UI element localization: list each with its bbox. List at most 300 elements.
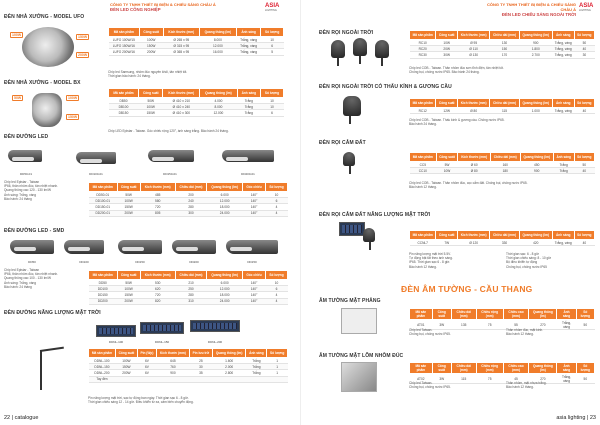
column-header: Công suất: [436, 99, 458, 108]
left-footer: 22 | catalogue: [4, 415, 39, 421]
column-header: Số lượng: [576, 363, 594, 374]
street-smd-image: [64, 240, 104, 254]
table-cell: [246, 376, 267, 382]
company-name: CÔNG TY TNHH THIẾT BỊ ĐIỆN & CHIẾU SÁNG CHÂU Á: [486, 2, 576, 12]
section-title-solar: ĐÈN ĐƯỜNG NĂNG LƯỢNG MẶT TRỜI: [4, 310, 101, 316]
column-header: Công suất: [436, 231, 458, 240]
table-cell: 310: [175, 298, 207, 304]
column-header: Quang thông (lm): [529, 309, 557, 320]
table-cell: 1.000: [519, 108, 552, 114]
column-header: Quang thông (lm): [199, 28, 236, 37]
table-cell: 50: [574, 162, 594, 168]
table-cell: 100W: [117, 286, 140, 292]
table-cell: DD50: [89, 280, 118, 286]
table-cell: 6: [266, 198, 288, 204]
table-cell: 40: [574, 168, 594, 174]
wall-recessed-light-image: [341, 362, 377, 392]
wall-flat-spec-table: [409, 308, 595, 330]
table-cell: 900: [520, 168, 553, 174]
table-cell: Trắng, vàng: [236, 49, 260, 55]
section-title-wall-flat: ÂM TƯỜNG MẶT PHẲNG: [319, 298, 381, 304]
column-header: Mã sản phẩm: [109, 89, 139, 98]
column-header: Mã sản phẩm: [410, 363, 433, 374]
table-cell: [267, 376, 288, 382]
column-header: Mã sản phẩm: [89, 349, 116, 358]
table-cell: 18.000: [207, 292, 243, 298]
table-cell: 5: [261, 49, 284, 55]
column-header: Chiều dài (mm): [175, 271, 207, 280]
table-cell: 620: [140, 286, 175, 292]
table-cell: Ø 80: [458, 108, 490, 114]
table-cell: Trắng: [553, 162, 574, 168]
table-cell: DD100: [89, 286, 118, 292]
table-cell: 2.700: [519, 52, 552, 58]
asia-logo: [265, 3, 279, 12]
table-cell: 50: [576, 320, 594, 330]
table-header-row: [410, 99, 595, 108]
table-cell: 25: [189, 358, 212, 364]
column-header: Kích thước (mm): [140, 183, 175, 192]
table-cell: 7W: [436, 240, 458, 246]
table-cell: 12.000: [207, 198, 243, 204]
column-header: Quang thông (lm): [207, 271, 243, 280]
table-cell: 140°: [243, 192, 266, 198]
table-cell: Ø 120: [458, 240, 490, 246]
table-cell: Trắng: [246, 370, 267, 376]
street-caption: DD50-01: [19, 172, 32, 176]
column-header: Góc chiếu: [243, 271, 266, 280]
street-smd-caption: DD200: [189, 260, 199, 264]
ground-note: Chip led COB - Taiwan. Thân nhôm đúc, cọc cắm đất. Chống bụi, chống nước IP65. Bảo hành 12 tháng.: [409, 181, 528, 190]
highbay-lamp-image: [32, 93, 62, 127]
table-cell: 300: [175, 210, 207, 216]
table-cell: DDNL-100: [89, 358, 116, 364]
table-cell: 3W: [432, 320, 451, 330]
table-cell: 270: [529, 320, 557, 330]
table-cell: 100W: [139, 37, 163, 43]
column-header: Mã sản phẩm: [410, 231, 436, 240]
ground-spec-table: [409, 152, 595, 174]
column-header: Quang thông (lm): [520, 153, 553, 162]
table-cell: 140°: [243, 210, 266, 216]
table-cell: Trắng, vàng: [552, 108, 574, 114]
solar-spike-lamp-image: [363, 228, 375, 242]
table-cell: 2.800: [212, 370, 246, 376]
column-header: Số lượng: [260, 89, 283, 98]
ufo-note: Chip led Samsung, nhôm đúc nguyên khối, tản nhiệt tốt. Thời gian bảo hành: 24 tháng.: [108, 70, 188, 79]
table-cell: 24.000: [207, 298, 243, 304]
column-header: Mã sản phẩm: [89, 183, 118, 192]
street-lamp-image: [148, 150, 194, 162]
pole-image: [40, 350, 42, 390]
column-header: Chiều dài (mm): [175, 183, 207, 192]
column-header: Kích thước (mm): [458, 99, 490, 108]
column-header: Ánh sáng: [236, 28, 260, 37]
table-cell: 50: [576, 374, 594, 384]
table-cell: 50W: [138, 98, 163, 104]
table-cell: Trắng, vàng: [557, 374, 576, 384]
table-cell: 820: [140, 298, 175, 304]
street-smd-caption: DD50: [28, 260, 36, 264]
table-cell: 160: [490, 162, 520, 168]
asia-logo: [579, 3, 593, 12]
bx-spec-table: [108, 88, 284, 117]
table-cell: Ø 80: [458, 168, 491, 174]
table-cell: DD150: [89, 292, 118, 298]
table-cell: 6V: [137, 358, 156, 364]
table-cell: 100W: [138, 104, 163, 110]
section-title-solar-spike: ĐÈN RỌI CẮM ĐẤT NĂNG LƯỢNG MẶT TRỜI: [319, 212, 431, 218]
table-cell: 900: [519, 40, 552, 46]
column-header: Công suất: [432, 309, 451, 320]
street-smd-spec-table: [88, 270, 288, 305]
table-cell: 50W: [117, 192, 140, 198]
table-cell: 130: [490, 40, 519, 46]
table-header-row: [410, 153, 595, 162]
page-number: 22: [4, 415, 11, 421]
table-header-row: [89, 183, 288, 192]
section-title-bx: ĐÈN NHÀ XƯỞNG - MODEL BX: [4, 80, 81, 86]
table-cell: 900: [157, 370, 190, 376]
section-title-wall-recessed: ÂM TƯỜNG MẶT LÕM NHÔM ĐÚC: [319, 353, 404, 359]
table-cell: [137, 376, 156, 382]
wall-flat-note-2: Thân nhôm đúc, mặt kính. Bảo hành 12 tháng.: [506, 328, 544, 337]
table-cell: 50W: [117, 280, 140, 286]
right-header: [476, 2, 576, 17]
table-cell: 8.000: [200, 104, 238, 110]
table-cell: DB100: [109, 104, 139, 110]
table-cell: RC10: [410, 40, 436, 46]
table-cell: 8.000: [199, 37, 236, 43]
section-title-street: ĐÈN ĐƯỜNG LED: [4, 134, 49, 140]
floodlight-note: Chip led COB - Taiwan. Thân nhôm đúc sơn tĩnh điện, tản nhiệt tốt. Chống bụi, chống nước IP65. Bảo hành 24 tháng.: [409, 66, 504, 75]
table-cell: 3W: [432, 374, 451, 384]
table-cell: 10W: [436, 40, 458, 46]
table-cell: 35: [189, 370, 212, 376]
solar-note: Pin năng lượng mặt trời, sạc tự động ban ngày. Thời gian sạc 6 - 8 giờ. Thời gian chiếu sáng 12 - 14 giờ. Điều khiển từ xa, cảm biến chuyển động.: [88, 396, 194, 405]
column-header: Mã sản phẩm: [410, 153, 437, 162]
table-cell: 10: [261, 37, 284, 43]
solar-spec-table: [88, 348, 288, 383]
column-header: Chiều cao (mm): [503, 309, 529, 320]
ufo-lamp-image: [22, 27, 74, 67]
table-header-row: [410, 31, 595, 40]
table-cell: 200: [175, 192, 207, 198]
column-header: Ánh sáng: [552, 231, 574, 240]
table-cell: 180: [490, 168, 520, 174]
table-cell: 150: [490, 46, 519, 52]
solar-lamp-image: [140, 322, 184, 334]
table-cell: 30: [574, 52, 594, 58]
table-row: [89, 298, 288, 304]
table-cell: 140°: [243, 280, 266, 286]
column-header: Kích thước (mm): [458, 231, 490, 240]
street-smd-image: [226, 240, 278, 254]
column-header: Chiều dài (mm): [490, 231, 519, 240]
table-header-row: [89, 271, 288, 280]
table-cell: 760: [157, 364, 190, 370]
table-cell: Trắng, vàng: [552, 40, 574, 46]
table-cell: Ø 110: [458, 46, 490, 52]
table-cell: 50: [574, 40, 594, 46]
column-header: Công suất: [115, 349, 137, 358]
column-header: Mã sản phẩm: [410, 99, 436, 108]
column-header: Công suất: [138, 89, 163, 98]
table-cell: 4: [266, 210, 288, 216]
table-cell: 6: [260, 110, 283, 116]
column-header: Số lượng: [266, 271, 288, 280]
table-cell: DD50-01: [89, 192, 118, 198]
table-cell: 45: [503, 374, 529, 384]
table-cell: 1: [267, 358, 288, 364]
street-smd-note: Chip led Epistar - Taiwan IP66, thân nhôm đúc, tản nhiệt nhanh. Quang thông cao 100 - 130 lm/W Ánh sáng: Trắng, vàng Bảo hành: 24 tháng: [4, 268, 59, 289]
table-cell: 1.800: [519, 46, 552, 52]
table-cell: 40: [574, 46, 594, 52]
table-cell: 150W: [117, 204, 140, 210]
footer-text: catalogue: [14, 415, 39, 421]
column-header: Công suất: [117, 183, 140, 192]
column-header: Công suất: [432, 363, 451, 374]
table-cell: 10: [260, 104, 283, 110]
column-header: Ánh sáng: [557, 363, 576, 374]
street-caption: DD150-01: [163, 172, 177, 176]
table-header-row: [89, 349, 288, 358]
table-cell: 150W: [139, 43, 163, 49]
table-cell: 6.000: [207, 280, 243, 286]
left-header: [110, 2, 250, 12]
table-cell: Trắng, vàng: [236, 43, 260, 49]
solar-caption: DDNL-200: [207, 340, 223, 344]
table-cell: 240: [175, 198, 207, 204]
table-row: [410, 240, 595, 246]
table-cell: CC5: [410, 162, 437, 168]
column-header: Chiều cao (mm): [503, 363, 529, 374]
table-cell: Trắng: [237, 98, 260, 104]
table-cell: CC10: [410, 168, 437, 174]
table-cell: 485: [140, 192, 175, 198]
table-cell: DD150-01: [89, 204, 118, 210]
table-cell: 200W: [115, 370, 137, 376]
table-cell: 200W: [139, 49, 163, 55]
section-title-floodlight: ĐÈN RỌI NGOÀI TRỜI: [319, 30, 374, 36]
table-cell: Trắng: [246, 364, 267, 370]
table-header-row: [410, 231, 595, 240]
floodlight-image: [375, 40, 389, 58]
table-cell: Ø 410 x 210: [163, 98, 200, 104]
section-title-street-smd: ĐÈN ĐƯỜNG LED - SMD: [4, 228, 65, 234]
column-header: Kích thước (mm): [157, 349, 190, 358]
table-cell: 6: [266, 286, 288, 292]
table-cell: 280: [175, 292, 207, 298]
table-cell: 140°: [243, 198, 266, 204]
table-cell: 5W: [436, 162, 458, 168]
table-cell: 645: [157, 358, 190, 364]
table-cell: 250: [175, 286, 207, 292]
table-cell: [115, 376, 137, 382]
table-cell: LUFO 150W/16: [109, 43, 140, 49]
column-header: Chiều dài (mm): [451, 309, 476, 320]
floodlight-image: [331, 40, 345, 58]
solar-spike-panel-image: [339, 222, 365, 236]
wall-flat-light-image: [341, 308, 377, 334]
table-cell: 420: [519, 240, 552, 246]
street-smd-image: [172, 240, 216, 254]
table-cell: RC30: [410, 52, 436, 58]
table-cell: Trắng, vàng: [552, 52, 574, 58]
table-cell: 115: [451, 374, 476, 384]
street-smd-caption: DD100: [79, 260, 89, 264]
column-header: Kích thước (mm): [140, 271, 175, 280]
bx-badge: 150W: [68, 115, 78, 119]
table-cell: 40: [574, 240, 594, 246]
table-cell: 75: [476, 320, 503, 330]
table-cell: 150W: [115, 364, 137, 370]
table-cell: 40: [574, 108, 594, 114]
table-cell: 10W: [436, 168, 458, 174]
table-cell: Trắng, vàng: [236, 37, 260, 43]
column-header: Công suất: [436, 31, 458, 40]
table-cell: 530: [140, 280, 175, 286]
table-cell: AT02: [410, 374, 433, 384]
solar-lamp-image: [96, 325, 136, 337]
column-header: Số lượng: [261, 28, 284, 37]
table-cell: 4: [266, 292, 288, 298]
table-cell: [212, 376, 246, 382]
table-header-row: [109, 28, 284, 37]
column-header: Ánh sáng: [553, 153, 574, 162]
street-spec-table: [88, 182, 288, 217]
table-cell: 2.000: [212, 364, 246, 370]
ufo-badge: 150W: [78, 35, 88, 39]
table-cell: 10: [266, 192, 288, 198]
company-name: CÔNG TY TNHH THIẾT BỊ ĐIỆN & CHIẾU SÁNG CHÂU Á: [110, 2, 216, 7]
wall-recessed-note: Chip led Taiwan. Chống bụi, chống nước IP65.: [409, 381, 451, 390]
table-cell: 1: [267, 364, 288, 370]
table-cell: [189, 376, 212, 382]
table-cell: Ø 410 x 300: [163, 110, 200, 116]
column-header: Chiều dài (mm): [490, 99, 519, 108]
table-cell: Tay đèn: [89, 376, 116, 382]
solar-spike-note: Pin năng lượng mặt trời 5.5V. Tự động bật tắt theo ánh sáng. IP65. Thời gian sạc 6 - 8 giờ. Bảo hành 12 tháng.: [409, 252, 453, 269]
table-cell: 4: [266, 298, 288, 304]
table-cell: RC12: [410, 108, 436, 114]
table-cell: 150W: [117, 292, 140, 298]
column-header: Chiều rộng (mm): [476, 363, 503, 374]
table-cell: 150W: [138, 110, 163, 116]
column-header: Kích thước (mm): [163, 28, 199, 37]
table-cell: 10: [260, 98, 283, 104]
table-cell: 30W: [436, 52, 458, 58]
street-lamp-image: [222, 150, 274, 162]
table-cell: Ø 315 x 95: [163, 43, 199, 49]
column-header: Số lượng: [267, 349, 288, 358]
pole-arm-image: [40, 347, 64, 352]
column-header: Quang thông (lm): [207, 183, 243, 192]
column-header: Số lượng: [266, 183, 288, 192]
column-header: Công suất: [117, 271, 140, 280]
table-cell: 330: [490, 240, 519, 246]
table-cell: 18.000: [207, 204, 243, 210]
table-cell: 16.000: [199, 49, 236, 55]
table-cell: Trắng: [237, 104, 260, 110]
solar-caption: DDNL-100: [108, 340, 124, 344]
street-smd-caption: DD150: [247, 260, 257, 264]
column-header: Pin (Wp): [137, 349, 156, 358]
column-header: Công suất: [139, 28, 163, 37]
ufo-badge: 200W: [78, 53, 88, 57]
ufo-badge: 100W: [12, 33, 22, 37]
table-cell: 6V: [137, 364, 156, 370]
column-header: Quang thông (lm): [519, 99, 552, 108]
table-cell: AT01: [410, 320, 433, 330]
footer-text: asia lighting: [556, 415, 586, 421]
column-header: Chiều dài (mm): [490, 153, 520, 162]
column-header: Ánh sáng: [237, 89, 260, 98]
column-header: Ánh sáng: [557, 309, 576, 320]
table-cell: DDNL-200: [89, 370, 116, 376]
column-header: Ánh sáng: [552, 31, 574, 40]
section-title-ground: ĐÈN RỌI CẮM ĐẤT: [319, 140, 366, 146]
table-header-row: [410, 309, 595, 320]
column-header: Kích thước (mm): [163, 89, 200, 98]
column-header: Chiều rộng (mm): [476, 309, 503, 320]
table-cell: LUFO 200W/16: [109, 49, 140, 55]
table-cell: Trắng, vàng: [552, 240, 574, 246]
column-header: Kích thước (mm): [458, 153, 491, 162]
table-header-row: [410, 363, 595, 374]
table-cell: Trắng, vàng: [557, 320, 576, 330]
column-header: Quang thông (lm): [519, 31, 552, 40]
table-cell: Ø 410 x 240: [163, 104, 200, 110]
column-header: Số lượng: [576, 309, 594, 320]
table-cell: 115: [490, 108, 519, 114]
column-header: Số lượng: [574, 231, 594, 240]
table-cell: 6: [261, 43, 284, 49]
header-subtitle: ĐÈN LED CÔNG NGHIỆP: [110, 7, 161, 12]
table-cell: Ø 365 x 95: [163, 49, 199, 55]
section-title-ufo: ĐÈN NHÀ XƯỞNG - MODEL UFO: [4, 14, 85, 20]
column-header: Ánh sáng: [246, 349, 267, 358]
table-row: [89, 210, 288, 216]
logo-subtext: LIGHTING: [265, 9, 277, 12]
table-row: [89, 376, 288, 382]
table-cell: DB50: [109, 98, 139, 104]
bx-note: Chip LED Epistar - Taiwan. Góc chiếu rộng 120°, ánh sáng trắng. Bảo hành 24 tháng.: [108, 129, 229, 133]
column-header: Pin lưu trữ: [189, 349, 212, 358]
column-header: Số lượng: [574, 31, 594, 40]
garden-spec-table: [409, 98, 595, 114]
table-cell: 10: [266, 280, 288, 286]
table-cell: 30: [189, 364, 212, 370]
table-cell: DD100-01: [89, 198, 118, 204]
street-note: Chip led Epistar - Taiwan IP66, thân nhôm đúc, tản nhiệt nhanh. Quang thông cao 120 - 130 lm/W Ánh sáng: Trắng, vàng Bảo hành: 24 tháng: [4, 180, 59, 201]
table-cell: 135: [451, 320, 476, 330]
column-header: Mã sản phẩm: [89, 271, 118, 280]
table-cell: Ø 60: [458, 162, 491, 168]
page-number: 23: [589, 415, 596, 421]
column-header: Số lượng: [574, 99, 594, 108]
bx-badge: 100W: [68, 96, 78, 100]
column-header: Quang thông (lm): [529, 363, 557, 374]
table-cell: 1.600: [212, 358, 246, 364]
table-row: [410, 108, 595, 114]
logo-text: ASIA: [579, 3, 594, 9]
column-header: Số lượng: [574, 153, 594, 162]
street-smd-caption: DD150: [135, 260, 145, 264]
column-header: Mã sản phẩm: [410, 31, 436, 40]
table-cell: 140°: [243, 298, 266, 304]
table-cell: 140°: [243, 204, 266, 210]
